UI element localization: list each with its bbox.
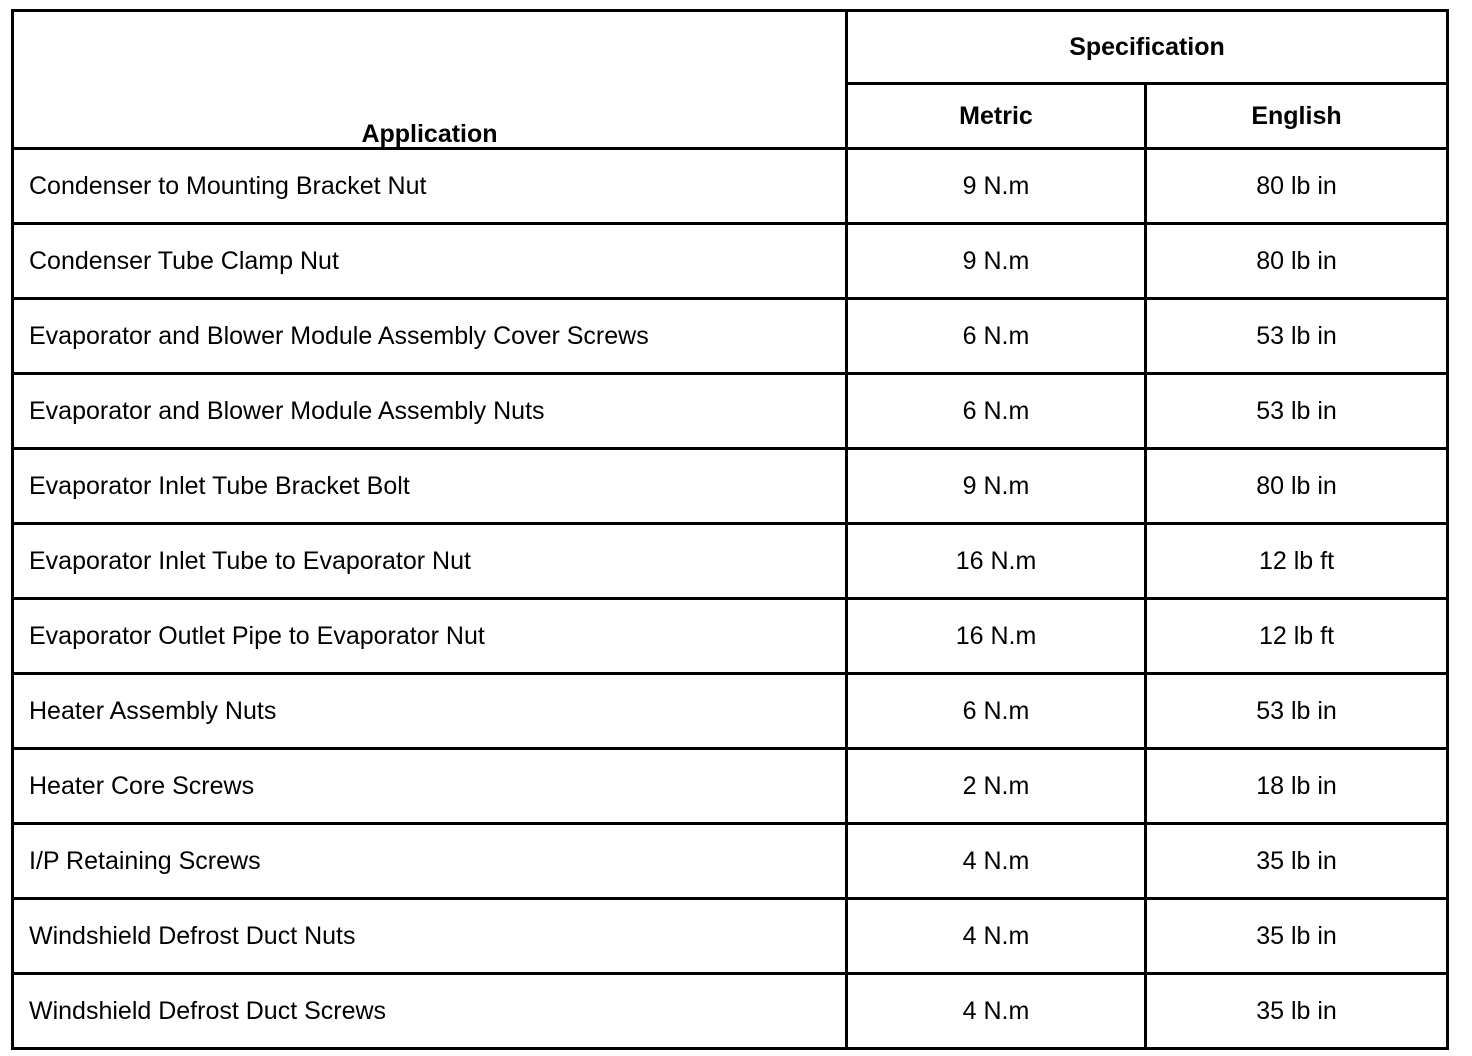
metric-cell: 9 N.m bbox=[847, 449, 1146, 524]
application-cell: Heater Assembly Nuts bbox=[13, 674, 847, 749]
english-cell: 12 lb ft bbox=[1146, 599, 1448, 674]
application-column-header: Application bbox=[13, 11, 847, 149]
metric-cell: 4 N.m bbox=[847, 824, 1146, 899]
english-cell: 53 lb in bbox=[1146, 374, 1448, 449]
metric-cell: 9 N.m bbox=[847, 149, 1146, 224]
table-row bbox=[13, 224, 1448, 299]
metric-cell: 16 N.m bbox=[847, 524, 1146, 599]
application-cell: Evaporator Inlet Tube to Evaporator Nut bbox=[13, 524, 847, 599]
metric-cell: 16 N.m bbox=[847, 599, 1146, 674]
metric-cell: 4 N.m bbox=[847, 974, 1146, 1049]
application-cell: Evaporator Outlet Pipe to Evaporator Nut bbox=[13, 599, 847, 674]
table-row bbox=[13, 824, 1448, 899]
english-cell: 80 lb in bbox=[1146, 449, 1448, 524]
application-cell: Windshield Defrost Duct Nuts bbox=[13, 899, 847, 974]
metric-cell: 2 N.m bbox=[847, 749, 1146, 824]
table-row bbox=[13, 749, 1448, 824]
application-cell: Condenser Tube Clamp Nut bbox=[13, 224, 847, 299]
torque-spec-table bbox=[11, 9, 1449, 1050]
metric-cell: 6 N.m bbox=[847, 374, 1146, 449]
metric-cell: 9 N.m bbox=[847, 224, 1146, 299]
table-row bbox=[13, 599, 1448, 674]
application-cell: Evaporator Inlet Tube Bracket Bolt bbox=[13, 449, 847, 524]
metric-cell: 6 N.m bbox=[847, 674, 1146, 749]
table-row bbox=[13, 899, 1448, 974]
english-cell: 35 lb in bbox=[1146, 824, 1448, 899]
table-row bbox=[13, 299, 1448, 374]
english-cell: 35 lb in bbox=[1146, 974, 1448, 1049]
table-row bbox=[13, 374, 1448, 449]
table-row bbox=[13, 149, 1448, 224]
english-cell: 80 lb in bbox=[1146, 224, 1448, 299]
application-cell: I/P Retaining Screws bbox=[13, 824, 847, 899]
english-cell: 53 lb in bbox=[1146, 674, 1448, 749]
table-row bbox=[13, 674, 1448, 749]
application-cell: Heater Core Screws bbox=[13, 749, 847, 824]
application-cell: Condenser to Mounting Bracket Nut bbox=[13, 149, 847, 224]
metric-cell: 4 N.m bbox=[847, 899, 1146, 974]
english-cell: 18 lb in bbox=[1146, 749, 1448, 824]
english-cell: 80 lb in bbox=[1146, 149, 1448, 224]
english-column-header: English bbox=[1146, 84, 1448, 149]
application-cell: Evaporator and Blower Module Assembly Nuts bbox=[13, 374, 847, 449]
table-row bbox=[13, 974, 1448, 1049]
application-cell: Evaporator and Blower Module Assembly Cover Screws bbox=[13, 299, 847, 374]
metric-column-header: Metric bbox=[847, 84, 1146, 149]
application-cell: Windshield Defrost Duct Screws bbox=[13, 974, 847, 1049]
english-cell: 12 lb ft bbox=[1146, 524, 1448, 599]
metric-cell: 6 N.m bbox=[847, 299, 1146, 374]
table-row bbox=[13, 524, 1448, 599]
specification-column-header: Specification bbox=[847, 11, 1448, 84]
table-row bbox=[13, 449, 1448, 524]
english-cell: 53 lb in bbox=[1146, 299, 1448, 374]
english-cell: 35 lb in bbox=[1146, 899, 1448, 974]
